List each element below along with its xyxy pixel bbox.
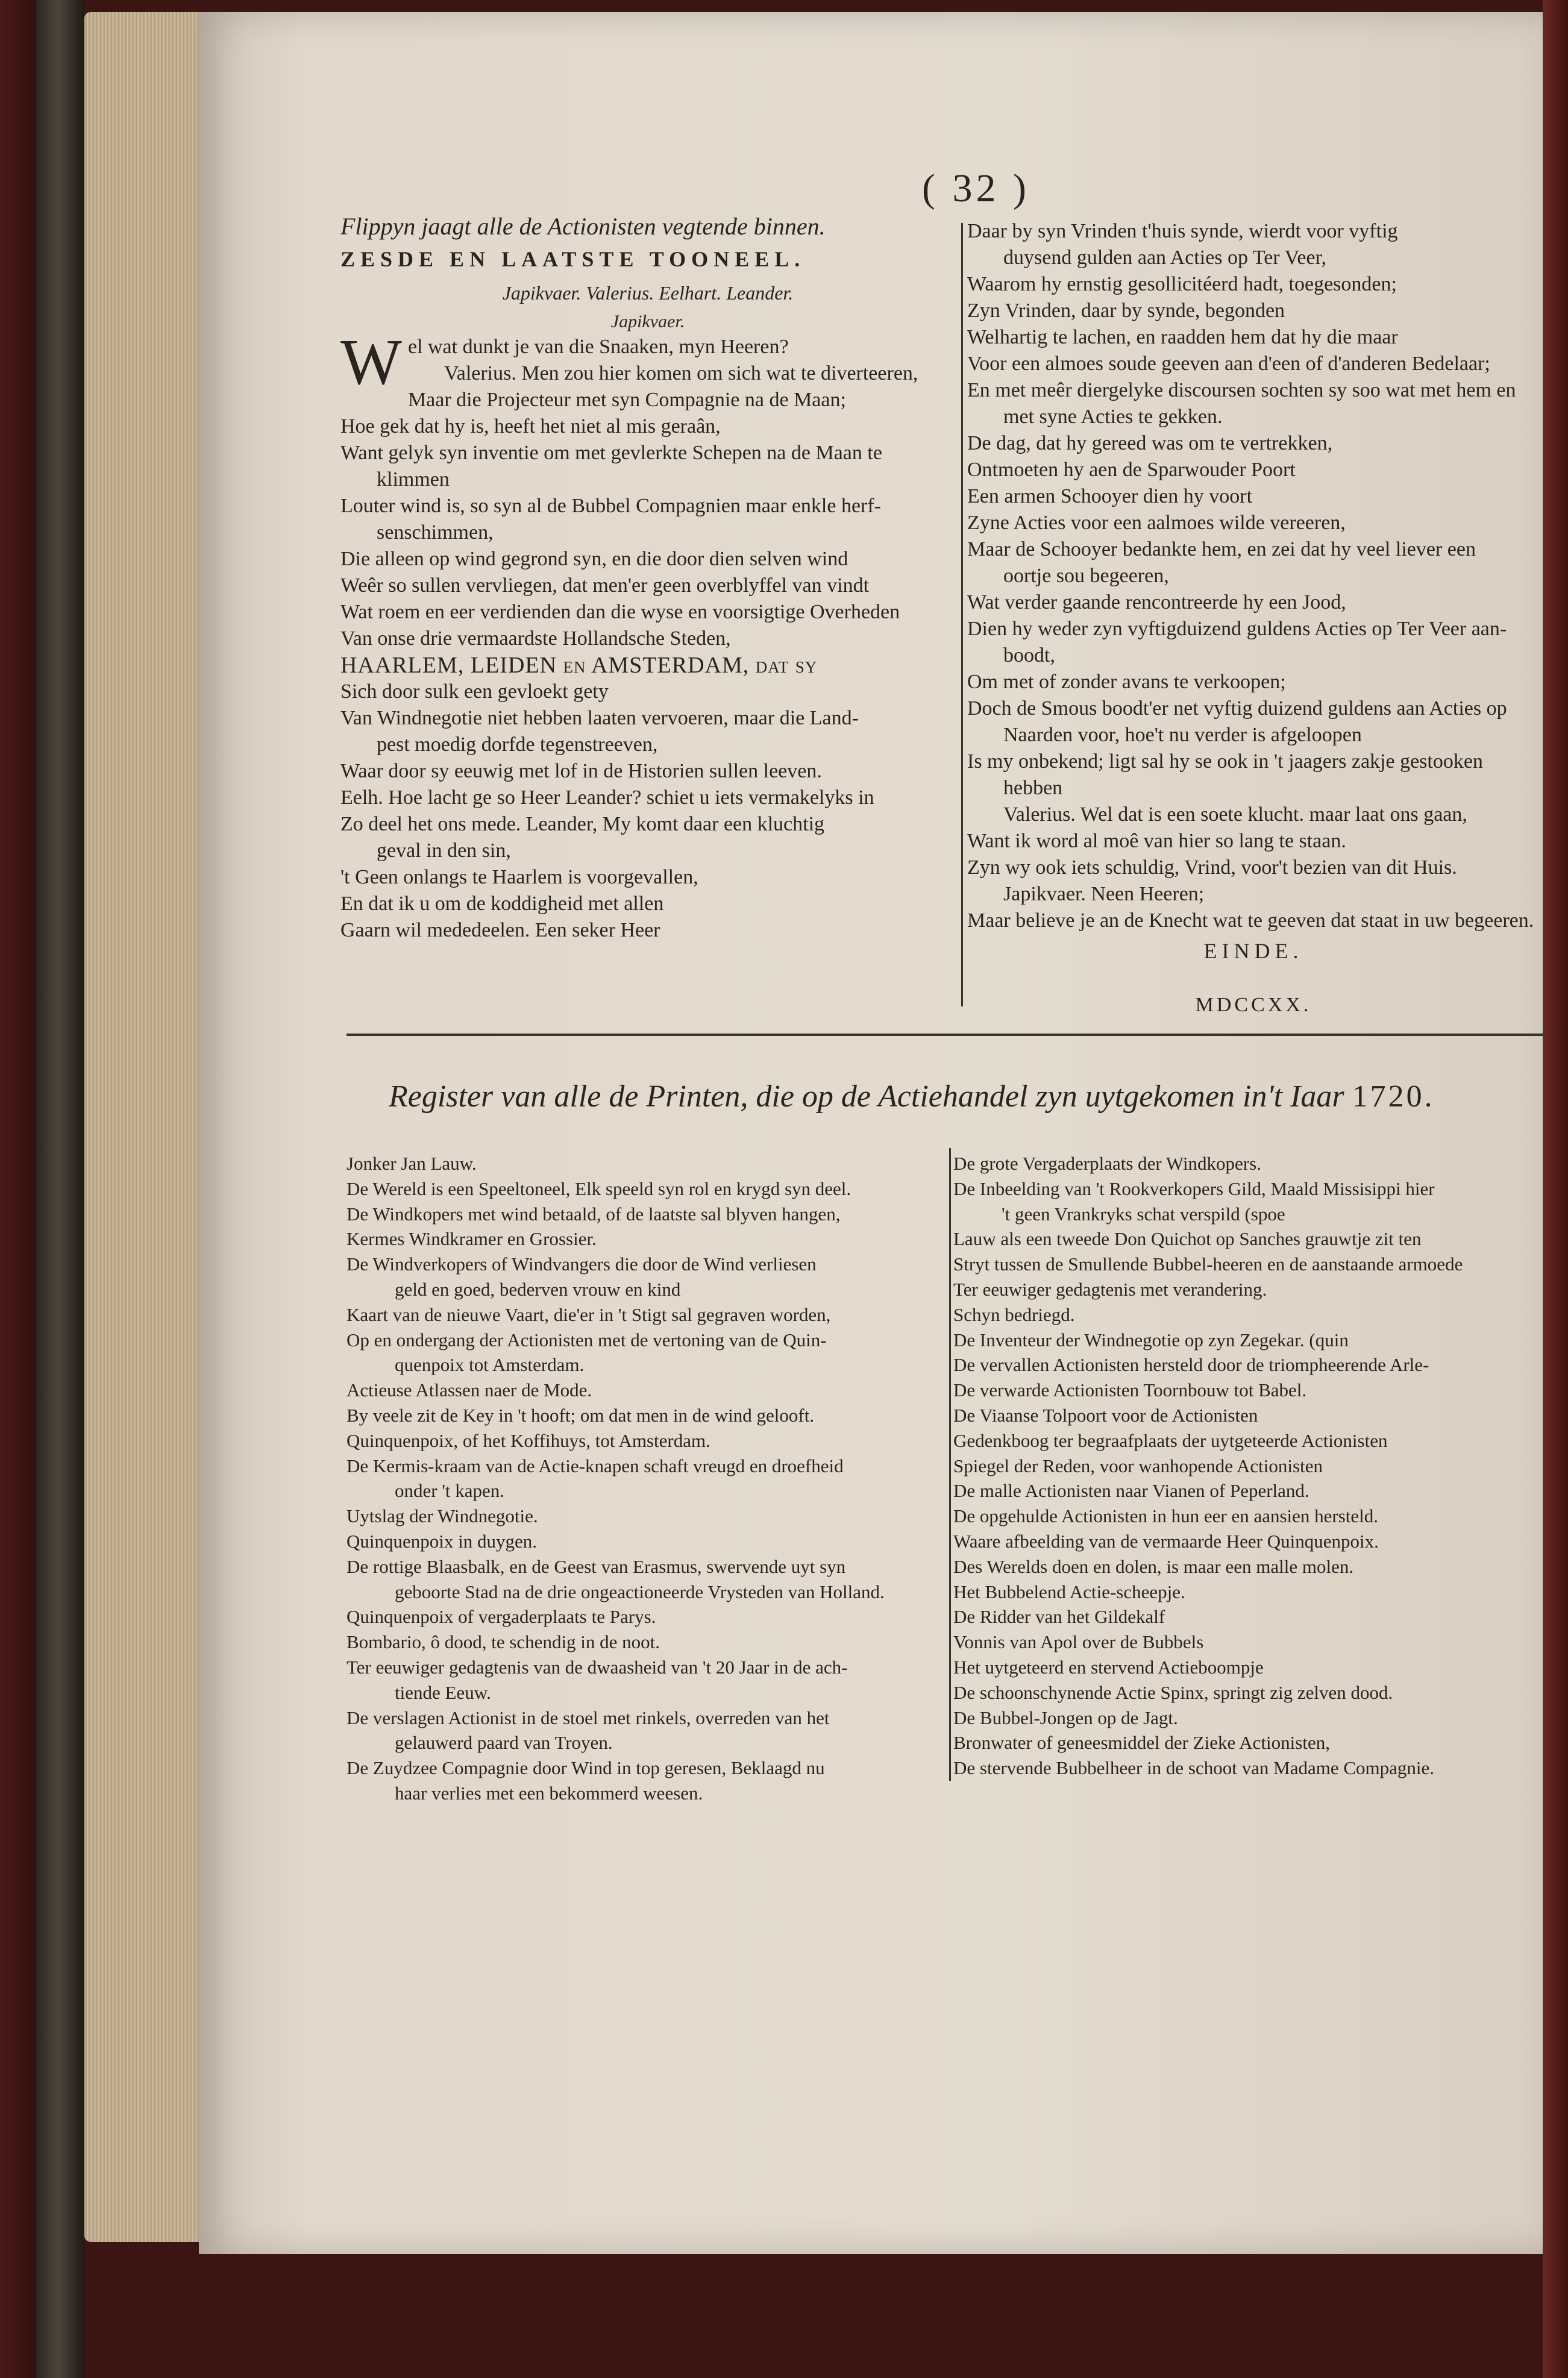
- verse-line: Sich door sulk een gevloekt gety: [340, 680, 609, 703]
- verse-line: Weêr so sullen vervliegen, dat men'er geen overblyffel van vindt: [340, 574, 870, 597]
- register-entry: Waare afbeelding van de vermaarde Heer Quinquenpoix.: [953, 1530, 1379, 1552]
- dramatis-personae: Japikvaer. Valerius. Eelhart. Leander.: [502, 282, 794, 304]
- verse-line: Daar by syn Vrinden t'huis synde, wierdt voor vyftig: [967, 220, 1398, 242]
- register-entry: geboorte Stad na de drie ongeactioneerde Vrysteden van Holland.: [395, 1581, 885, 1602]
- verse-line: Maar believe je an de Knecht wat te geeven dat staat in uw begeeren.: [967, 909, 1534, 932]
- register-entry: Quinquenpoix of vergaderplaats te Parys.: [347, 1606, 656, 1628]
- scene-title: ZESDE EN LAATSTE TOONEEL.: [340, 247, 806, 271]
- register-right-list: [953, 1151, 1532, 1781]
- verse-line: En met meêr diergelyke discoursen sochten sy soo wat met hem en: [967, 379, 1516, 401]
- register-entry: Schyn bedriegd.: [953, 1304, 1075, 1325]
- verse-line: Valerius. Wel dat is een soete klucht. maar laat ons gaan,: [1003, 803, 1467, 826]
- verse-line: Welhartig te lachen, en raadden hem dat hy die maar: [967, 326, 1398, 348]
- register-entry: De opgehulde Actionisten in hun eer en aansien hersteld.: [953, 1505, 1379, 1527]
- register-entry: De Inventeur der Windnegotie op zyn Zegekar. (quin: [953, 1329, 1349, 1351]
- register-entry: Quinquenpoix, of het Koffihuys, tot Amsterdam.: [347, 1429, 710, 1451]
- register-entry: geld en goed, bederven vrouw en kind: [395, 1278, 681, 1300]
- speaker-name: Japikvaer.: [610, 312, 685, 331]
- verse-line: Zyn Vrinden, daar by synde, begonden: [967, 300, 1285, 322]
- register-title: [389, 1079, 1435, 1114]
- verse-line: Zo deel het ons mede. Leander, My komt daar een kluchtig: [340, 813, 825, 835]
- register-entry: By veele zit de Key in 't hooft; om dat men in de wind gelooft.: [347, 1404, 815, 1426]
- section-rule: [347, 1034, 1546, 1036]
- verse-line: Eelh. Hoe lacht ge so Heer Leander? schiet u iets vermakelyks in: [340, 786, 874, 809]
- register-entry: De verwarde Actionisten Toornbouw tot Babel.: [953, 1379, 1307, 1401]
- verse-line: Want ik word al moê van hier so lang te staan.: [967, 830, 1346, 852]
- verse-line: En dat ik u om de koddigheid met allen: [340, 893, 664, 915]
- register-entry: De Zuydzee Compagnie door Wind in top geresen, Beklaagd nu: [347, 1757, 825, 1779]
- verse-line: geval in den sin,: [377, 839, 511, 862]
- register-entry: De stervende Bubbelheer in de schoot van Madame Compagnie.: [953, 1757, 1435, 1779]
- register-entry: Kermes Windkramer en Grossier.: [347, 1228, 597, 1250]
- verse-line: oortje sou begeeren,: [1003, 565, 1169, 587]
- verse-line: boodt,: [1003, 644, 1055, 667]
- verse-line: Gaarn wil mededeelen. Een seker Heer: [340, 919, 660, 941]
- register-entry: De grote Vergaderplaats der Windkopers.: [953, 1153, 1261, 1174]
- page-block-edges: [84, 12, 205, 2242]
- register-title-year: 1720.: [1352, 1079, 1435, 1114]
- register-entry: 't geen Vrankryks schat verspild (spoe: [1002, 1203, 1285, 1225]
- register-entry: De malle Actionisten naar Vianen of Peperland.: [953, 1480, 1309, 1502]
- register-entry: De Inbeelding van 't Rookverkopers Gild, Maald Missisippi hier: [953, 1178, 1435, 1199]
- register-entry: De verslagen Actionist in de stoel met rinkels, overreden van het: [347, 1707, 830, 1728]
- verse-line: HAARLEM, LEIDEN en AMSTERDAM, dat sy: [340, 653, 818, 678]
- register-left-list: [347, 1151, 946, 1806]
- verse-line: Hoe gek dat hy is, heeft het niet al mis geraân,: [340, 415, 721, 438]
- register-entry: quenpoix tot Amsterdam.: [395, 1354, 585, 1376]
- register-entry: De rottige Blaasbalk, en de Geest van Erasmus, swervende uyt syn: [347, 1555, 846, 1577]
- verse-line: Maar de Schooyer bedankte hem, en zei dat hy veel liever een: [967, 538, 1476, 560]
- verse-line: Ontmoeten hy aen de Sparwouder Poort: [967, 459, 1296, 481]
- register-entry: De vervallen Actionisten hersteld door de triompheerende Arle-: [953, 1354, 1429, 1376]
- verse-line: Want gelyk syn inventie om met gevlerkte Schepen na de Maan te: [340, 442, 882, 464]
- register-entry: Uytslag der Windnegotie.: [347, 1505, 538, 1527]
- register-entry: De Wereld is een Speeltoneel, Elk speeld syn rol en krygd syn deel.: [347, 1178, 851, 1199]
- end-marker: EINDE.: [1203, 939, 1303, 963]
- verse-line: Wat verder gaande rencontreerde hy een Jood,: [967, 591, 1346, 613]
- register-entry: tiende Eeuw.: [395, 1681, 491, 1703]
- verse-line: Een armen Schooyer dien hy voort: [967, 485, 1253, 507]
- verse-line: Louter wind is, so syn al de Bubbel Compagnien maar enkle herf-: [340, 495, 881, 517]
- verse-line: 't Geen onlangs te Haarlem is voorgevallen,: [340, 866, 698, 888]
- register-entry: Gedenkboog ter begraafplaats der uytgeteerde Actionisten: [953, 1429, 1388, 1451]
- verse-line: Wat roem en eer verdienden dan die wyse en voorsigtige Overheden: [340, 601, 900, 623]
- register-entry: Kaart van de nieuwe Vaart, die'er in 't Stigt sal gegraven worden,: [347, 1304, 831, 1325]
- register-entry: Op en ondergang der Actionisten met de vertoning van de Quin-: [347, 1329, 827, 1351]
- register-entry: De Ridder van het Gildekalf: [953, 1606, 1165, 1628]
- register-entry: Lauw als een tweede Don Quichot op Sanches grauwtje zit ten: [953, 1228, 1422, 1250]
- register-entry: De schoonschynende Actie Spinx, springt zig zelven dood.: [953, 1681, 1393, 1703]
- verse-line: De dag, dat hy gereed was om te vertrekken,: [967, 432, 1333, 454]
- register-entry: De Windverkopers of Windvangers die door de Wind verliesen: [347, 1253, 817, 1275]
- register-entry: Ter eeuwiger gedagtenis van de dwaasheid van 't 20 Jaar in de ach-: [347, 1656, 848, 1678]
- verse-line: Doch de Smous boodt'er net vyftig duizend guldens aan Acties op: [967, 697, 1507, 720]
- verse-line: met syne Acties te gekken.: [1003, 406, 1223, 428]
- verse-line: Van onse drie vermaardste Hollandsche Steden,: [340, 627, 731, 650]
- page-number: ( 32 ): [922, 166, 1030, 210]
- verse-line: Maar die Projecteur met syn Compagnie na de Maan;: [407, 389, 846, 411]
- verse-line: Om met of zonder avans te verkoopen;: [967, 671, 1286, 693]
- verse-line: Voor een almoes soude geeven aan d'een of d'anderen Bedelaar;: [967, 353, 1490, 375]
- register-entry: Bombario, ô dood, te schendig in de noot.: [347, 1631, 660, 1653]
- register-entry: Des Werelds doen en dolen, is maar een malle molen.: [953, 1555, 1354, 1577]
- drop-cap: W: [340, 327, 402, 398]
- verse-lines: [967, 218, 1540, 934]
- register-entry: De Kermis-kraam van de Actie-knapen schaft vreugd en droefheid: [347, 1455, 844, 1476]
- verse-lines: [340, 327, 955, 944]
- register-entry: Ter eeuwiger gedagtenis met verandering.: [953, 1278, 1267, 1300]
- verse-line: Die alleen op wind gegrond syn, en die door dien selven wind: [340, 548, 848, 570]
- publication-year: MDCCXX.: [1195, 994, 1312, 1016]
- register-entry: Het Bubbelend Actie-scheepje.: [953, 1581, 1185, 1602]
- verse-line: Zyn wy ook iets schuldig, Vrind, voor't bezien van dit Huis.: [967, 856, 1457, 879]
- book-spine: [36, 0, 84, 2378]
- book-cover-right-edge: [1543, 0, 1568, 2378]
- register-entry: Bronwater of geneesmiddel der Zieke Actionisten,: [953, 1732, 1330, 1754]
- verse-line: Is my onbekend; ligt sal hy se ook in 't jaagers zakje gestooken: [967, 750, 1483, 773]
- register-entry: Stryt tussen de Smullende Bubbel-heeren en de aanstaande armoede: [953, 1253, 1463, 1275]
- register-entry: Het uytgeteerd en stervend Actieboompje: [953, 1656, 1264, 1678]
- register-entry: De Windkopers met wind betaald, of de laatste sal blyven hangen,: [347, 1203, 841, 1225]
- register-entry: Quinquenpoix in duygen.: [347, 1530, 537, 1552]
- register-entry: Actieuse Atlassen naer de Mode.: [347, 1379, 592, 1401]
- register-entry: De Bubbel-Jongen op de Jagt.: [953, 1707, 1178, 1728]
- verse-line: hebben: [1003, 777, 1063, 799]
- register-entry: Vonnis van Apol over de Bubbels: [953, 1631, 1204, 1653]
- verse-line: Van Windnegotie niet hebben laaten vervoeren, maar die Land-: [340, 707, 859, 729]
- verse-line: Waarom hy ernstig gesollicitéerd hadt, toegesonden;: [967, 273, 1397, 295]
- verse-line: Naarden voor, hoe't nu verder is afgeloopen: [1003, 724, 1362, 746]
- register-entry: De Viaanse Tolpoort voor de Actionisten: [953, 1404, 1258, 1426]
- register-title-text: Register van alle de Printen, die op de Actiehandel zyn uytgekomen in't Iaar: [389, 1079, 1344, 1114]
- verse-line: klimmen: [377, 468, 450, 491]
- column-divider: [961, 223, 963, 1006]
- register-entry: haar verlies met een bekommerd weesen.: [395, 1782, 703, 1804]
- verse-line: duysend gulden aan Acties op Ter Veer,: [1003, 246, 1327, 269]
- verse-line: senschimmen,: [377, 521, 494, 544]
- verse-line: el wat dunkt je van die Snaaken, myn Heeren?: [407, 336, 789, 358]
- verse-line: Dien hy weder zyn vyftigduizend guldens Acties op Ter Veer aan-: [967, 618, 1507, 640]
- verse-line: Japikvaer. Neen Heeren;: [1003, 883, 1205, 905]
- register-entry: gelauwerd paard van Troyen.: [395, 1732, 613, 1754]
- register-entry: Jonker Jan Lauw.: [347, 1153, 477, 1174]
- play-text-block: [340, 327, 955, 944]
- scene-heading: Flippyn jaagt alle de Actionisten vegtende binnen.: [340, 213, 826, 240]
- register-column-divider: [949, 1148, 951, 1781]
- verse-line: pest moedig dorfde tegenstreeven,: [377, 733, 658, 756]
- verse-line: Zyne Acties voor een aalmoes wilde vereeren,: [967, 512, 1346, 534]
- play-left-column: [340, 211, 955, 944]
- verse-line: Valerius. Men zou hier komen om sich wat te diverteeren,: [444, 362, 918, 384]
- verse-line: Waar door sy eeuwig met lof in de Historien sullen leeven.: [340, 760, 822, 782]
- play-right-column: [967, 218, 1540, 1018]
- register-entry: Spiegel der Reden, voor wanhopende Actionisten: [953, 1455, 1323, 1476]
- register-entry: onder 't kapen.: [395, 1480, 505, 1502]
